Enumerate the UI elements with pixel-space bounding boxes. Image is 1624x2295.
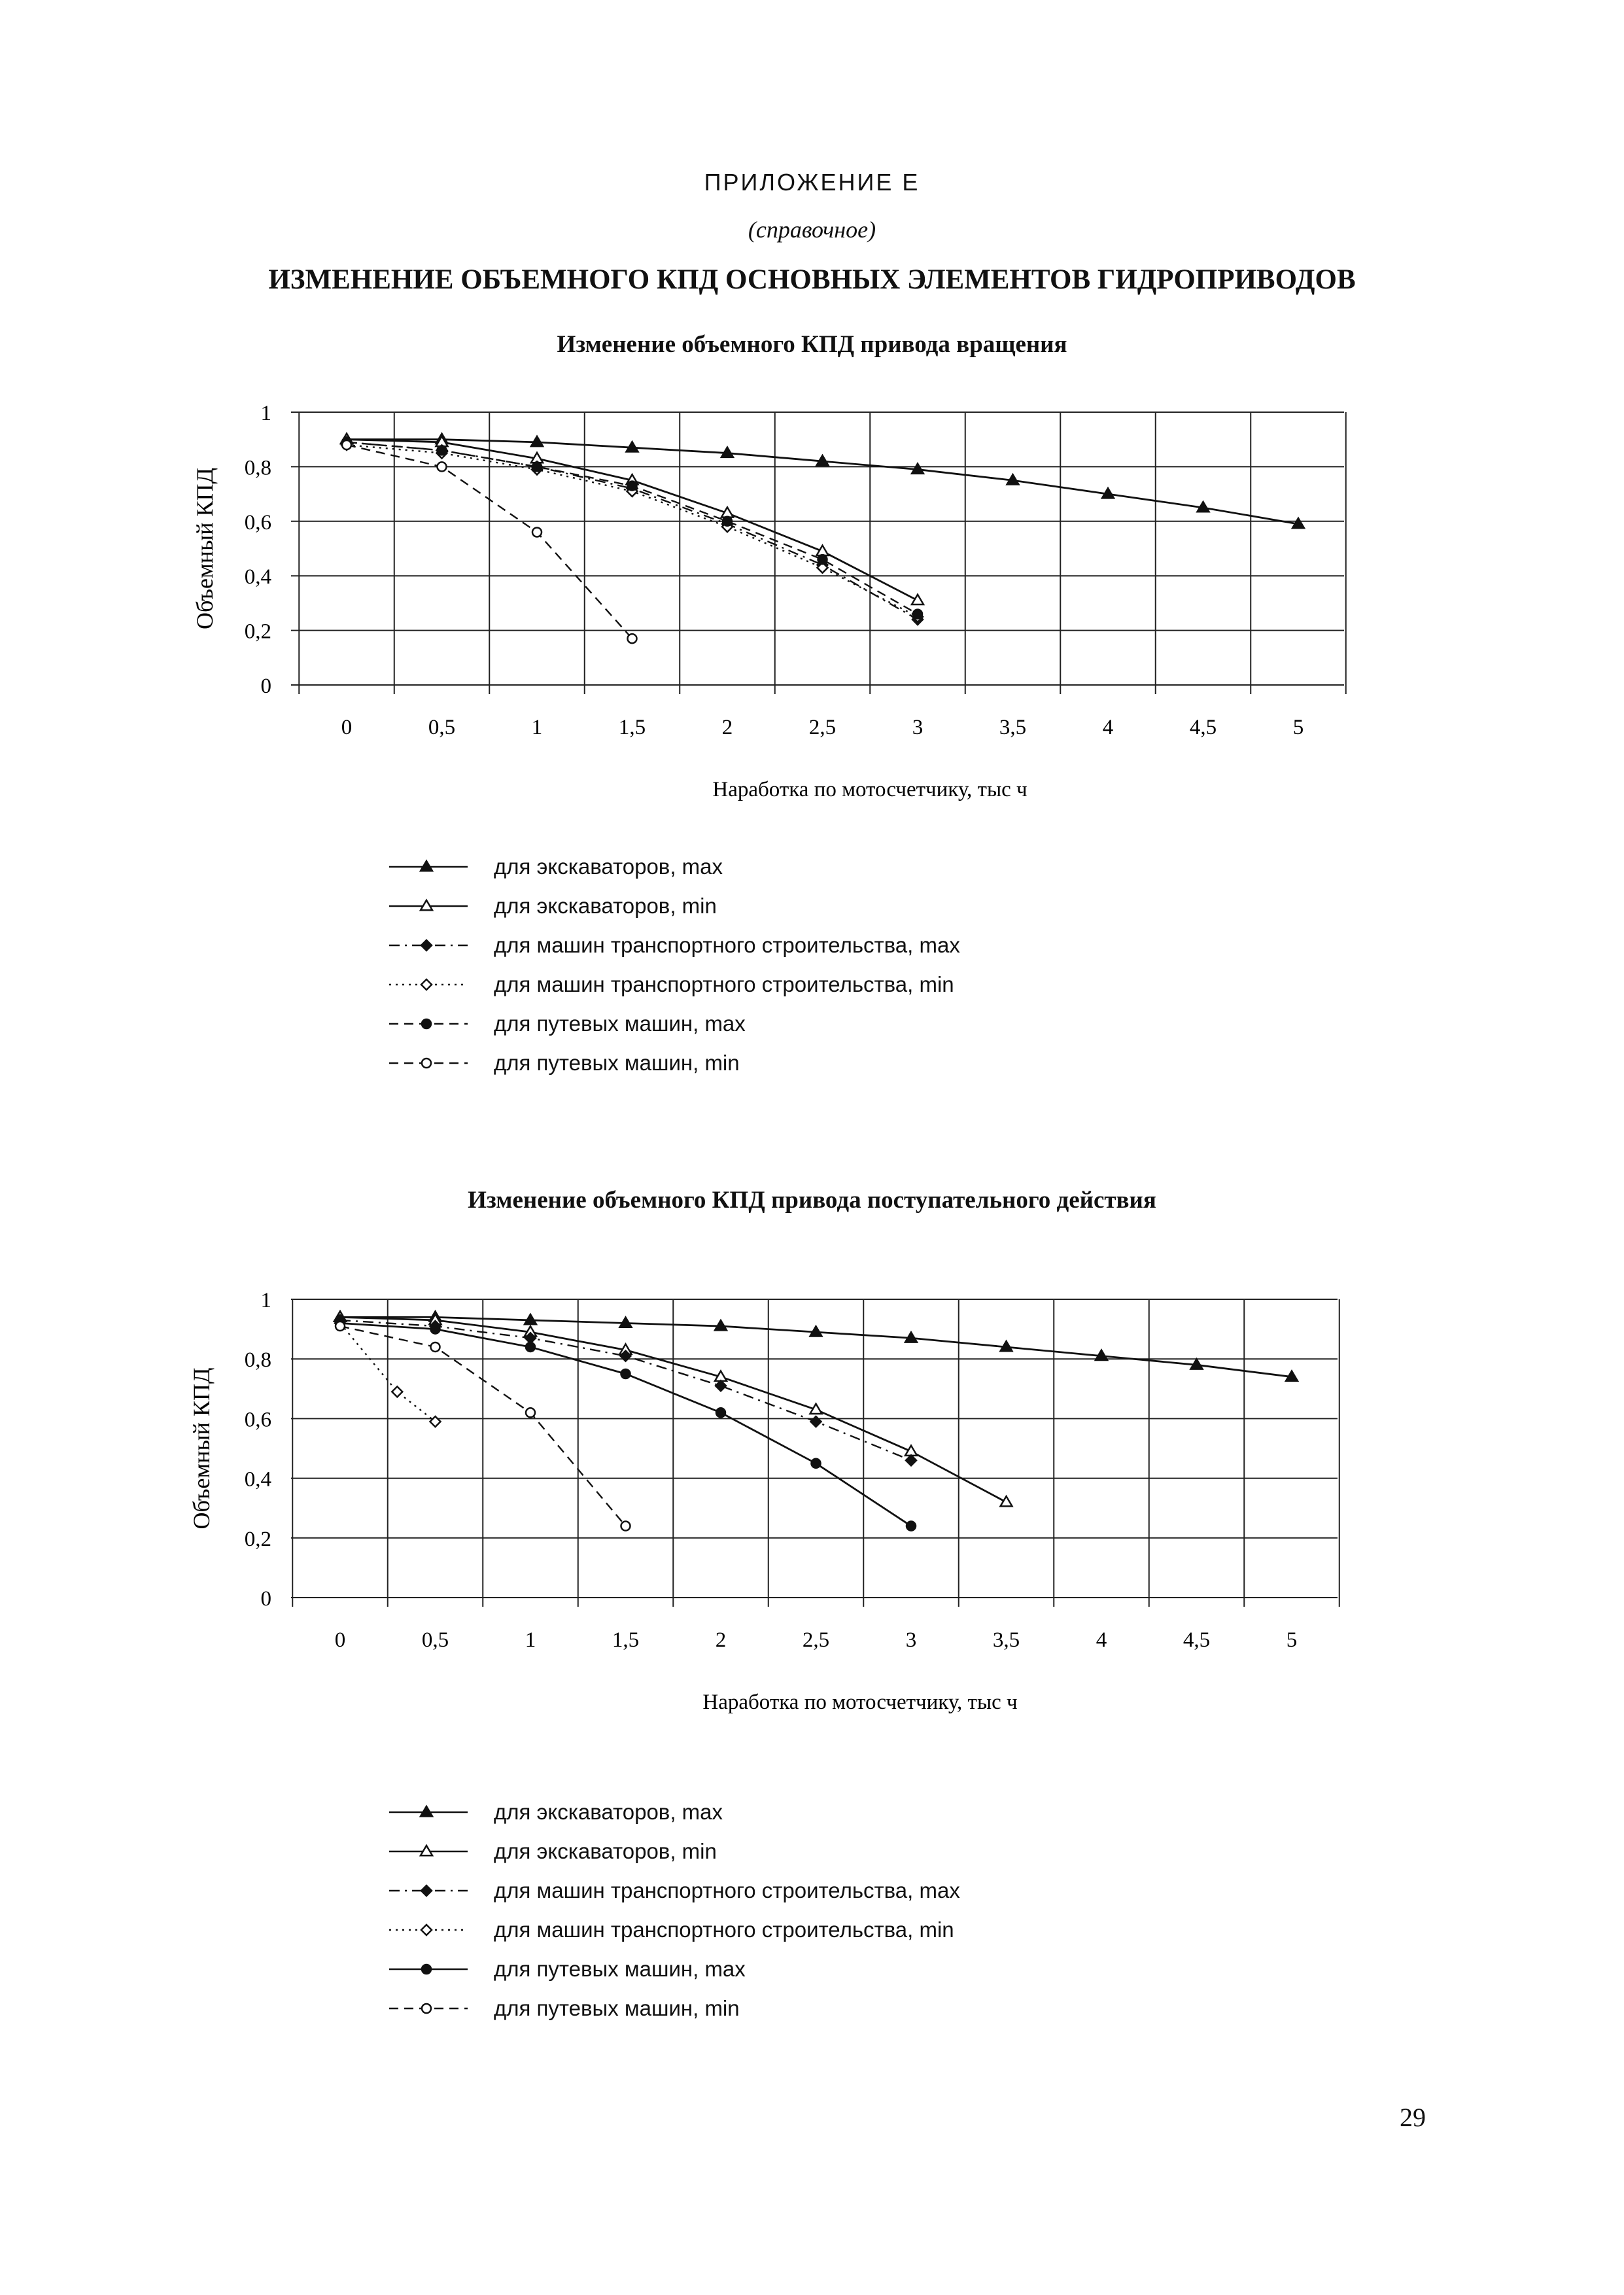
series-2 [341, 434, 924, 604]
y-tick-label: 0 [260, 1587, 271, 1611]
data-point [621, 1369, 631, 1378]
reference-label: (справочное) [748, 217, 876, 243]
x-tick-label: 1,5 [612, 1628, 640, 1652]
data-point [621, 1522, 631, 1531]
data-point [628, 634, 637, 643]
legend-marker [422, 1965, 431, 1974]
x-tick-label: 4,5 [1183, 1628, 1211, 1652]
x-tick-label: 1 [531, 716, 543, 739]
legend-label: для путевых машин, min [494, 1996, 740, 2020]
y-tick-label: 0,2 [244, 620, 271, 644]
legend-swatch [386, 1053, 471, 1073]
legend-label: для машин транспортного строительства, min [494, 1918, 954, 1942]
page-number: 29 [1400, 2103, 1426, 2132]
x-tick-label: 2 [715, 1628, 727, 1652]
chart-2 [0, 1282, 1624, 1714]
legend-marker [421, 861, 432, 871]
y-tick-label: 0,8 [244, 1348, 271, 1373]
x-tick-label: 2,5 [808, 716, 837, 739]
data-point [532, 527, 542, 536]
x-tick-label: 4 [1102, 716, 1114, 739]
data-point [906, 1455, 916, 1465]
data-point [342, 440, 351, 449]
appendix-label: ПРИЛОЖЕНИЕ Е [704, 169, 920, 196]
data-point [438, 462, 447, 471]
x-tick-label: 0 [341, 716, 353, 739]
y-tick-label: 0 [260, 674, 271, 698]
data-point [907, 1522, 916, 1531]
x-tick-label: 1,5 [618, 716, 646, 739]
chart-2-y-axis-label: Объемный КПД [188, 1367, 215, 1530]
legend-item [386, 926, 960, 965]
x-tick-label: 4,5 [1189, 716, 1217, 739]
y-tick-label: 0,4 [244, 1467, 271, 1492]
legend-marker [421, 1885, 432, 1896]
legend-label: для экскаваторов, max [494, 1800, 723, 1824]
data-point [913, 610, 922, 619]
legend-swatch [386, 1959, 471, 1979]
chart-2-x-axis-label: Наработка по мотосчетчику, тыс ч [702, 1691, 1018, 1714]
legend-label: для путевых машин, max [494, 1957, 746, 1981]
x-tick-label: 2 [721, 716, 733, 739]
x-tick-label: 0,5 [428, 716, 456, 739]
y-tick-label: 0,2 [244, 1527, 271, 1551]
legend-label: для путевых машин, max [494, 1011, 746, 1036]
x-tick-label: 0 [334, 1628, 346, 1652]
legend-label: для экскаваторов, min [494, 894, 717, 918]
chart-1-y-axis-label: Объемный КПД [192, 467, 218, 630]
y-tick-label: 1 [260, 1289, 271, 1312]
data-point [912, 595, 924, 604]
series-1 [341, 434, 1304, 529]
data-point [438, 446, 447, 455]
legend-marker [422, 1019, 431, 1028]
legend-marker [421, 900, 432, 910]
x-tick-label: 3 [905, 1628, 917, 1652]
legend-label: для машин транспортного строительства, max [494, 1878, 960, 1902]
x-tick-label: 0,5 [421, 1628, 449, 1652]
y-tick-label: 0,8 [244, 456, 271, 480]
data-point [716, 1380, 726, 1391]
y-tick-label: 0,6 [244, 1408, 271, 1432]
legend-item [386, 1043, 960, 1083]
series-line [340, 1320, 911, 1460]
legend-swatch [386, 1999, 471, 2018]
legend-swatch [386, 1920, 471, 1940]
data-point [431, 1342, 440, 1352]
legend-swatch [386, 896, 471, 916]
x-tick-label: 1 [525, 1628, 536, 1652]
data-point [628, 482, 637, 491]
series-3 [341, 437, 923, 625]
legend-item [386, 1793, 960, 1832]
data-point [526, 1342, 535, 1352]
legend-marker [422, 2004, 431, 2013]
series-line [347, 442, 918, 614]
data-point [716, 1408, 725, 1417]
x-tick-label: 5 [1292, 716, 1304, 739]
legend-label: для экскаваторов, max [494, 854, 723, 879]
chart-2-grid [291, 1299, 1339, 1607]
legend-item [386, 886, 960, 926]
legend-marker [421, 1925, 432, 1935]
chart-2-title: Изменение объемного КПД привода поступательного действия [468, 1187, 1156, 1214]
y-tick-label: 1 [260, 402, 271, 425]
legend-swatch [386, 936, 471, 955]
x-tick-label: 3,5 [999, 716, 1027, 739]
legend-marker [421, 940, 432, 951]
x-tick-label: 2,5 [802, 1628, 830, 1652]
chart-1 [0, 393, 1624, 811]
legend-swatch [386, 1881, 471, 1901]
x-tick-label: 5 [1286, 1628, 1298, 1652]
legend-swatch [386, 975, 471, 994]
legend-item [386, 1950, 960, 1989]
data-point [526, 1408, 535, 1417]
data-point [1001, 1496, 1012, 1506]
legend-marker [421, 979, 432, 990]
legend-label: для экскаваторов, min [494, 1839, 717, 1863]
legend-marker [421, 1846, 432, 1855]
legend-item [386, 965, 960, 1004]
legend-item [386, 1004, 960, 1043]
data-point [336, 1322, 345, 1331]
x-tick-label: 3,5 [992, 1628, 1020, 1652]
data-point [812, 1459, 821, 1468]
legend-label: для машин транспортного строительства, min [494, 972, 954, 996]
y-tick-label: 0,4 [244, 565, 271, 589]
data-point [431, 1325, 440, 1334]
data-point [532, 462, 542, 471]
x-tick-label: 3 [912, 716, 924, 739]
legend-item [386, 847, 960, 886]
legend-swatch [386, 1802, 471, 1822]
legend-item [386, 1910, 960, 1950]
chart-1-x-axis-label: Наработка по мотосчетчику, тыс ч [712, 778, 1028, 801]
series-1 [334, 1311, 1298, 1381]
series-line [347, 445, 918, 617]
legend-swatch [386, 1842, 471, 1861]
data-point [392, 1386, 402, 1397]
series-3 [335, 1315, 916, 1465]
y-tick-label: 0,6 [244, 510, 271, 534]
series-5 [342, 438, 922, 619]
chart-1-title: Изменение объемного КПД привода вращения [557, 331, 1067, 358]
legend-item [386, 1832, 960, 1871]
legend-swatch [386, 857, 471, 877]
data-point [818, 555, 827, 564]
page-title: ИЗМЕНЕНИЕ ОБЪЕМНОГО КПД ОСНОВНЫХ ЭЛЕМЕНТОВ ГИДРОПРИВОДОВ [268, 264, 1356, 295]
chart-2-legend [386, 1793, 960, 2028]
data-point [811, 1416, 821, 1427]
chart-1-legend [386, 847, 960, 1083]
legend-item [386, 1871, 960, 1910]
x-tick-label: 4 [1096, 1628, 1107, 1652]
series-line [347, 442, 918, 620]
legend-label: для путевых машин, min [494, 1051, 740, 1075]
legend-swatch [386, 1014, 471, 1034]
data-point [723, 517, 732, 526]
legend-marker [422, 1059, 431, 1068]
legend-label: для машин транспортного строительства, max [494, 933, 960, 957]
legend-marker [421, 1806, 432, 1816]
legend-item [386, 1989, 960, 2028]
